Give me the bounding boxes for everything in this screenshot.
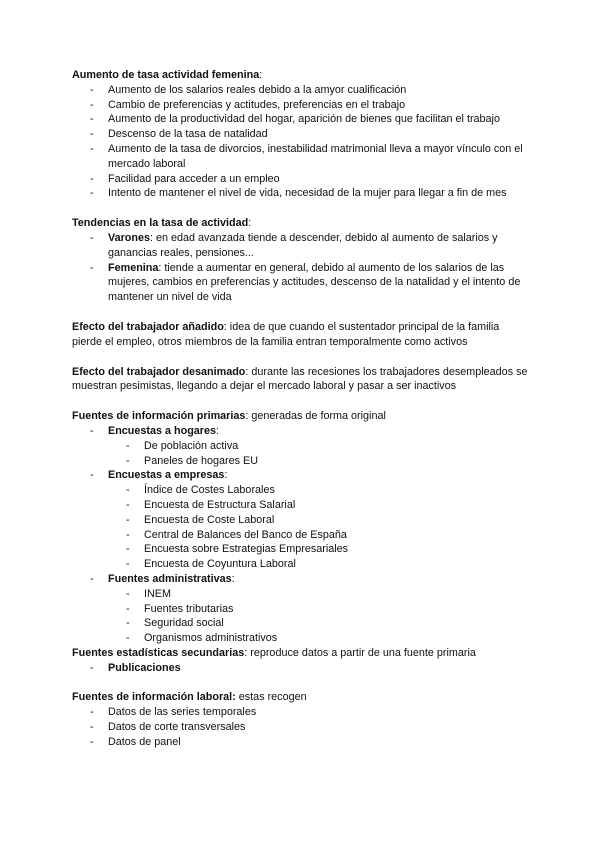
list-item-varones: - Varones: en edad avanzada tiende a descender, debido al aumento de salarios y ganancias reales, pensiones... [90, 231, 498, 259]
paragraph-trabajador-anadido: Efecto del trabajador añadido: idea de que cuando el sustentador principal de la familia pierde el empleo, otros miembros de la familia entran temporalmente como activos [72, 320, 500, 348]
section-heading-tasa-femenina: Aumento de tasa actividad femenina: [72, 69, 263, 81]
list-tendencias [72, 231, 532, 305]
list-item: - Índice de Costes Laborales [126, 484, 275, 497]
list-item: - Facilidad para acceder a un empleo [90, 172, 280, 185]
list-item-femenina: - Femenina: tiende a aumentar en general, debido al aumento de los salarios de las mujeres, cambios en preferencias y actitudes, descenso de la natalidad y el intento de mantener un nivel de vida [90, 261, 521, 304]
document-page [72, 68, 532, 750]
list-item: - Aumento de la tasa de divorcios, inestabilidad matrimonial lleva a mayor vínculo con el mercado laboral [90, 142, 523, 170]
list-item: - Aumento de los salarios reales debido a la amyor cualificación [90, 83, 407, 96]
section-heading-fuentes-secundarias: Fuentes estadísticas secundarias: reproduce datos a partir de una fuente primaria [72, 646, 476, 659]
list-item: - Encuesta sobre Estrategias Empresariales [126, 543, 349, 556]
section-heading-informacion-laboral: Fuentes de información laboral: estas recogen [72, 691, 307, 704]
list-item: - Paneles de hogares EU [126, 454, 259, 467]
list-item: - Seguridad social [126, 617, 224, 630]
list-group-empresas: - Encuestas a empresas: [90, 469, 228, 482]
list-group-hogares: - Encuestas a hogares: [90, 424, 220, 437]
list-item: - De población activa [126, 439, 239, 452]
list-item: - Aumento de la productividad del hogar, aparición de bienes que facilitan el trabajo [90, 113, 500, 126]
list-item: - Datos de las series temporales [90, 706, 257, 719]
list-item: - Datos de panel [90, 735, 181, 748]
section-heading-tendencias: Tendencias en la tasa de actividad: [72, 217, 252, 230]
list-group-administrativas: - Fuentes administrativas: [90, 572, 235, 585]
list-item: - INEM [126, 587, 171, 600]
list-tasa-femenina [72, 83, 532, 201]
list-item: - Organismos administrativos [126, 632, 278, 645]
list-item: - Encuesta de Estructura Salarial [126, 498, 296, 511]
list-item: - Intento de mantener el nivel de vida, necesidad de la mujer para llegar a fin de mes [90, 187, 507, 200]
list-item: - Central de Balances del Banco de España [126, 528, 347, 541]
list-fuentes-primarias [72, 424, 532, 646]
list-fuentes-secundarias [72, 661, 532, 676]
list-item: - Encuesta de Coste Laboral [126, 513, 275, 526]
list-item: - Fuentes tributarias [126, 602, 234, 615]
paragraph-trabajador-desanimado: Efecto del trabajador desanimado: durante las recesiones los trabajadores desempleados se muestran pesimistas, llegando a dejar el mercado laboral y pasar a ser inactivos [72, 365, 528, 393]
list-item: - Encuesta de Coyuntura Laboral [126, 558, 296, 571]
list-item: - Cambio de preferencias y actitudes, preferencias en el trabajo [90, 98, 406, 111]
list-informacion-laboral [72, 705, 532, 749]
section-heading-fuentes-primarias: Fuentes de información primarias: generadas de forma original [72, 410, 386, 423]
list-item-publicaciones: - Publicaciones [90, 661, 181, 674]
list-item: - Descenso de la tasa de natalidad [90, 128, 268, 141]
list-item: - Datos de corte transversales [90, 721, 246, 734]
